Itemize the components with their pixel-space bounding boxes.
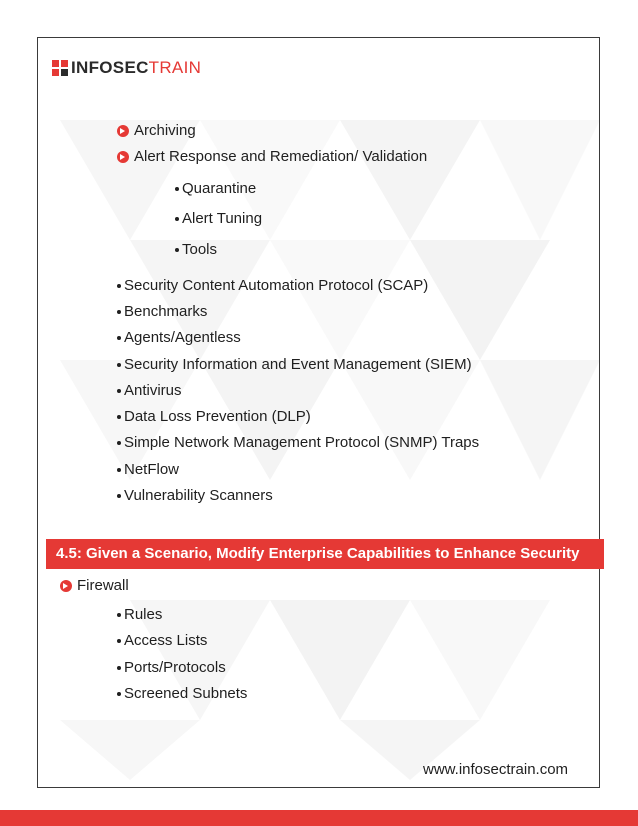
bullet-icon — [117, 468, 121, 472]
bullet-icon — [175, 248, 179, 252]
tool-item-netflow — [117, 460, 179, 480]
firewall-item-access-lists — [117, 631, 207, 651]
arrow-circle-icon — [60, 580, 72, 592]
list-item-archiving — [117, 121, 196, 141]
arrow-circle-icon — [117, 125, 129, 137]
list-item-label: Agents/Agentless — [124, 329, 241, 346]
sub-item-tools — [175, 240, 217, 260]
bullet-icon — [175, 217, 179, 221]
list-item-label: Rules — [124, 606, 163, 623]
tool-item-snmp — [117, 433, 479, 453]
list-item-label: Screened Subnets — [124, 685, 248, 702]
tool-item-siem — [117, 355, 472, 375]
bullet-icon — [117, 415, 121, 419]
list-item-label: NetFlow — [124, 461, 180, 478]
bullet-icon — [117, 363, 121, 367]
list-item-firewall — [60, 576, 129, 596]
list-item-label: Simple Network Management Protocol (SNMP) Traps — [124, 434, 480, 451]
section-heading-banner: 4.5: Given a Scenario, Modify Enterprise Capabilities to Enhance Security — [46, 539, 604, 569]
sub-item-alert-tuning — [175, 209, 262, 229]
list-item-label: Archiving — [134, 122, 196, 139]
bullet-icon — [117, 284, 121, 288]
tool-item-antivirus — [117, 381, 182, 401]
brand-logo — [52, 58, 201, 78]
bullet-icon — [117, 666, 121, 670]
firewall-item-screened-subnets — [117, 684, 247, 704]
list-item-label: Quarantine — [182, 180, 257, 197]
tool-item-agents — [117, 328, 241, 348]
footer-accent-bar — [0, 810, 638, 826]
list-item-label: Benchmarks — [124, 303, 208, 320]
bullet-icon — [175, 187, 179, 191]
bullet-icon — [117, 692, 121, 696]
tool-item-benchmarks — [117, 302, 207, 322]
bullet-icon — [117, 310, 121, 314]
list-item-label: Ports/Protocols — [124, 659, 226, 676]
list-item-label: Alert Response and Remediation/ Validation — [134, 148, 428, 165]
tool-item-dlp — [117, 407, 311, 427]
logo-mark-icon — [52, 60, 68, 76]
tool-item-scap — [117, 276, 428, 296]
bullet-icon — [117, 613, 121, 617]
sub-item-quarantine — [175, 179, 256, 199]
bullet-icon — [117, 494, 121, 498]
tool-item-vuln-scanners — [117, 486, 273, 506]
bullet-icon — [117, 336, 121, 340]
list-item-label: Access Lists — [124, 632, 208, 649]
brand-name-part2: TRAIN — [148, 58, 202, 77]
list-item-label: Tools — [182, 241, 218, 258]
list-item-label: Antivirus — [124, 382, 182, 399]
website-link[interactable]: www.infosectrain.com — [423, 761, 569, 778]
brand-name — [71, 58, 201, 78]
bullet-icon — [117, 639, 121, 643]
bullet-icon — [117, 389, 121, 393]
list-item-label: Vulnerability Scanners — [124, 487, 273, 504]
list-item-alert-response — [117, 147, 427, 167]
brand-name-part1: INFOSEC — [71, 58, 149, 77]
list-item-label: Alert Tuning — [182, 210, 263, 227]
firewall-item-ports-protocols — [117, 658, 226, 678]
list-item-label: Security Content Automation Protocol (SCAP) — [124, 277, 429, 294]
list-item-label: Data Loss Prevention (DLP) — [124, 408, 311, 425]
bullet-icon — [117, 441, 121, 445]
firewall-item-rules — [117, 605, 162, 625]
list-item-label: Security Information and Event Management (SIEM) — [124, 356, 472, 373]
list-item-label: Firewall — [77, 577, 129, 594]
arrow-circle-icon — [117, 151, 129, 163]
